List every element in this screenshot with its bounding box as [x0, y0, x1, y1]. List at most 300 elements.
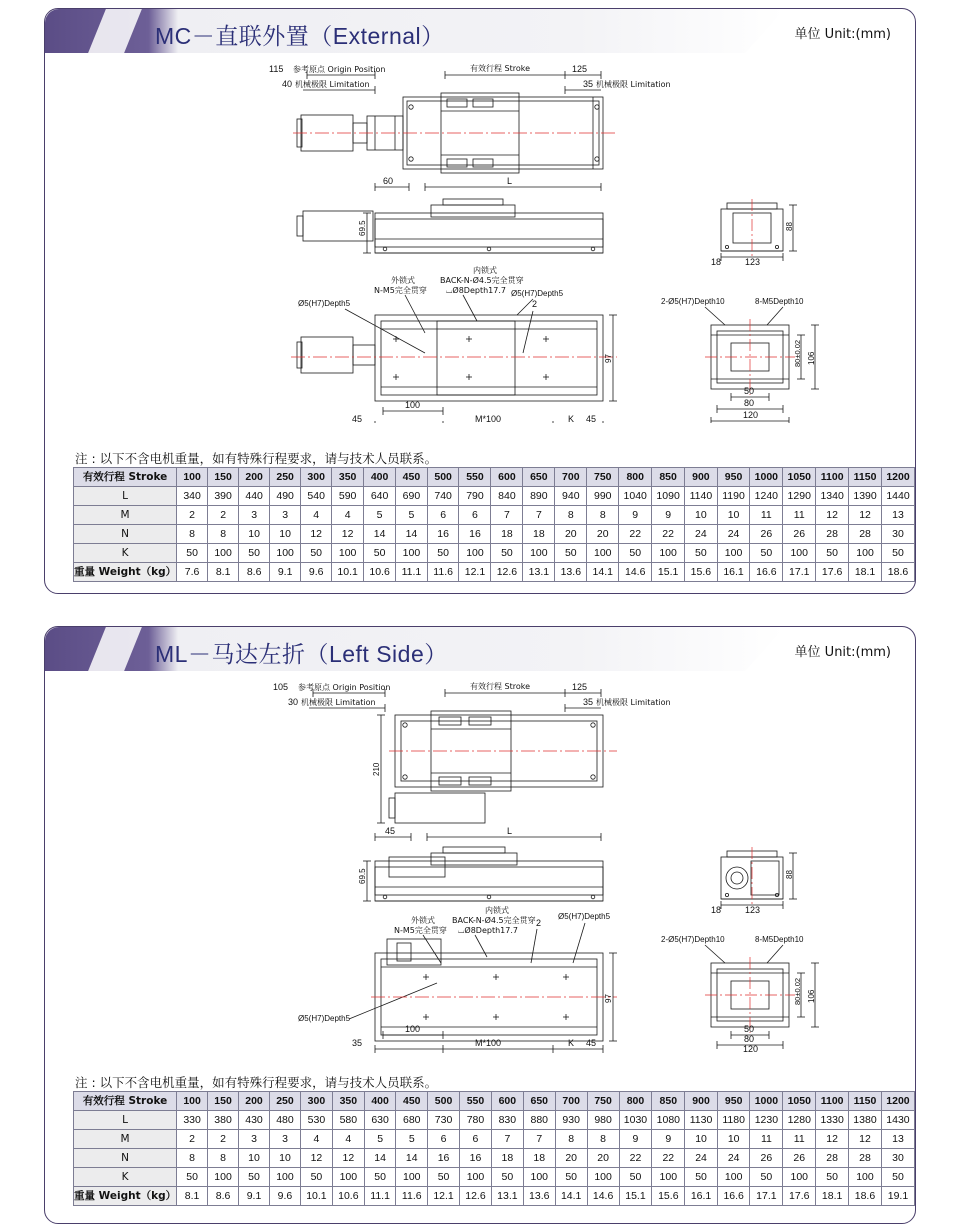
table-cell: 100 — [717, 1168, 750, 1187]
table-cell: 11.1 — [364, 1187, 396, 1206]
table-cell: 750 — [587, 468, 619, 487]
table-cell: 4 — [300, 1130, 332, 1149]
table-cell: 1190 — [717, 487, 750, 506]
table-row-label: M — [74, 1130, 177, 1149]
table-cell: 650 — [523, 1092, 555, 1111]
table-cell: 900 — [685, 1092, 718, 1111]
table-row — [74, 1149, 915, 1168]
table-cell: 7 — [491, 1130, 523, 1149]
table-cell: 950 — [717, 1092, 750, 1111]
table-cell: 1430 — [881, 1111, 914, 1130]
table-cell: 11.6 — [427, 563, 459, 582]
table-cell: 22 — [652, 525, 685, 544]
table-cell: 150 — [208, 1092, 239, 1111]
table-cell: 500 — [428, 1092, 460, 1111]
svg-text:50: 50 — [744, 386, 755, 396]
table-cell: 1140 — [685, 487, 718, 506]
table-cell: 2 — [177, 1130, 208, 1149]
svg-text:Ø5(H7)Depth5: Ø5(H7)Depth5 — [511, 289, 564, 298]
table-cell: 100 — [460, 1168, 492, 1187]
svg-text:L: L — [507, 176, 513, 186]
table-cell: 13.1 — [491, 1187, 523, 1206]
table-cell: 430 — [239, 1111, 270, 1130]
table-cell: 1380 — [849, 1111, 882, 1130]
svg-text:18: 18 — [711, 905, 722, 915]
table-cell: 400 — [364, 468, 396, 487]
svg-text:50: 50 — [744, 1024, 755, 1034]
spec-table-mc — [73, 467, 915, 582]
table-cell: 6 — [459, 506, 491, 525]
table-cell: 50 — [239, 544, 270, 563]
table-cell: 12 — [849, 1130, 882, 1149]
table-cell: 8 — [587, 506, 619, 525]
table-cell: 50 — [428, 1168, 460, 1187]
table-cell: 3 — [270, 1130, 301, 1149]
svg-text:35: 35 — [583, 697, 594, 707]
svg-text:45: 45 — [385, 826, 396, 836]
svg-text:80: 80 — [744, 1034, 755, 1044]
table-cell: 50 — [177, 1168, 208, 1187]
table-cell: 16 — [428, 1149, 460, 1168]
table-cell: 100 — [849, 544, 882, 563]
table-cell: 10 — [717, 506, 750, 525]
table-cell: 22 — [652, 1149, 685, 1168]
table-cell: 10 — [717, 1130, 750, 1149]
table-cell: 50 — [750, 544, 783, 563]
svg-text:M*100: M*100 — [475, 1038, 502, 1048]
table-cell: 50 — [816, 1168, 849, 1187]
table-cell: 450 — [396, 468, 428, 487]
section-title: ML－马达左折（Left Side） — [155, 641, 448, 667]
table-cell: 7 — [491, 506, 523, 525]
table-cell: 24 — [717, 1149, 750, 1168]
table-cell: 15.1 — [652, 563, 685, 582]
table-row-label: M — [74, 506, 177, 525]
table-cell: 980 — [587, 1111, 619, 1130]
table-cell: 18 — [523, 1149, 555, 1168]
table-cell: 540 — [301, 487, 332, 506]
table-cell: 900 — [685, 468, 718, 487]
svg-text:K: K — [568, 1038, 575, 1048]
svg-text:88: 88 — [785, 222, 794, 231]
table-row — [74, 487, 915, 506]
table-row — [74, 544, 915, 563]
table-cell: 3 — [239, 1130, 270, 1149]
svg-text:120: 120 — [743, 1044, 759, 1053]
svg-text:115: 115 — [269, 64, 284, 74]
table-cell: 50 — [816, 544, 849, 563]
table-cell: 5 — [364, 1130, 396, 1149]
table-cell: 1030 — [619, 1111, 652, 1130]
table-cell: 100 — [332, 1168, 364, 1187]
table-cell: 10 — [685, 1130, 718, 1149]
table-cell: 100 — [270, 544, 301, 563]
svg-text:30: 30 — [288, 697, 299, 707]
table-row — [74, 1111, 915, 1130]
unit-label: 单位 Unit:(mm) — [794, 645, 891, 660]
table-cell: 50 — [619, 1168, 652, 1187]
table-cell: 8 — [587, 1130, 619, 1149]
table-cell: 19.1 — [881, 1187, 914, 1206]
table-cell: 20 — [555, 525, 587, 544]
table-cell: 8.1 — [177, 1187, 208, 1206]
table-cell: 950 — [717, 468, 750, 487]
table-cell: 750 — [587, 1092, 619, 1111]
svg-text:L: L — [507, 826, 513, 836]
table-cell: 9.6 — [270, 1187, 301, 1206]
table-cell: 200 — [239, 1092, 270, 1111]
table-cell: 700 — [555, 1092, 587, 1111]
svg-text:105: 105 — [273, 682, 289, 692]
table-cell: 16 — [459, 525, 491, 544]
table-cell: 26 — [750, 525, 783, 544]
svg-text:88: 88 — [785, 870, 794, 879]
table-row-label: 有效行程 Stroke — [74, 1092, 177, 1111]
svg-text:35: 35 — [352, 1038, 363, 1048]
table-cell: 1440 — [882, 487, 915, 506]
table-row-label: 重量 Weight（kg） — [74, 563, 177, 582]
table-cell: 50 — [491, 544, 523, 563]
table-cell: 15.6 — [685, 563, 718, 582]
table-cell: 640 — [364, 487, 396, 506]
table-cell: 20 — [587, 1149, 619, 1168]
table-cell: 16.6 — [717, 1187, 750, 1206]
table-cell: 17.1 — [783, 563, 816, 582]
table-cell: 18.6 — [849, 1187, 882, 1206]
table-cell: 100 — [208, 1168, 239, 1187]
table-cell: 1390 — [849, 487, 882, 506]
table-cell: 1200 — [881, 1092, 914, 1111]
table-cell: 580 — [332, 1111, 364, 1130]
table-cell: 50 — [881, 1168, 914, 1187]
table-cell: 5 — [396, 1130, 428, 1149]
table-cell: 14.6 — [587, 1187, 619, 1206]
table-cell: 12 — [332, 1149, 364, 1168]
table-cell: 800 — [619, 468, 652, 487]
table-cell: 8 — [555, 1130, 587, 1149]
table-cell: 50 — [555, 1168, 587, 1187]
table-cell: 3 — [239, 506, 270, 525]
table-cell: 14 — [396, 525, 428, 544]
svg-text:80±0.02: 80±0.02 — [793, 977, 802, 1005]
table-cell: 1240 — [750, 487, 783, 506]
table-cell: 2 — [208, 506, 239, 525]
section-header-ml — [45, 627, 915, 671]
svg-text:123: 123 — [745, 257, 761, 267]
table-cell: 9.1 — [239, 1187, 270, 1206]
table-cell: 990 — [587, 487, 619, 506]
table-row — [74, 563, 915, 582]
svg-text:2: 2 — [536, 918, 542, 928]
table-cell: 17.6 — [783, 1187, 816, 1206]
table-cell: 100 — [270, 1168, 301, 1187]
table-cell: 100 — [177, 1092, 208, 1111]
table-cell: 50 — [364, 1168, 396, 1187]
table-cell: 340 — [177, 487, 208, 506]
table-cell: 8 — [177, 1149, 208, 1168]
table-cell: 1000 — [750, 468, 783, 487]
table-cell: 350 — [332, 468, 364, 487]
table-cell: 50 — [239, 1168, 270, 1187]
table-cell: 250 — [270, 1092, 301, 1111]
table-cell: 100 — [717, 544, 750, 563]
table-cell: 12 — [300, 1149, 332, 1168]
section-title: MC－直联外置（External） — [155, 23, 445, 49]
table-cell: 6 — [428, 1130, 460, 1149]
svg-text:60: 60 — [383, 176, 394, 186]
table-cell: 12 — [849, 506, 882, 525]
svg-text:M*100: M*100 — [475, 414, 502, 423]
svg-text:80±0.02: 80±0.02 — [793, 339, 802, 367]
table-cell: 10 — [239, 1149, 270, 1168]
table-cell: 18.1 — [816, 1187, 849, 1206]
svg-text:参考原点 Origin Position: 参考原点 Origin Position — [298, 683, 391, 692]
svg-text:80: 80 — [744, 398, 755, 408]
svg-text:100: 100 — [405, 400, 421, 410]
table-row-label: N — [74, 1149, 177, 1168]
svg-text:Ø5(H7)Depth5: Ø5(H7)Depth5 — [558, 912, 611, 921]
table-cell: 13 — [881, 1130, 914, 1149]
table-cell: 18 — [491, 525, 523, 544]
table-cell: 18.6 — [882, 563, 915, 582]
table-cell: 14.1 — [587, 563, 619, 582]
table-cell: 28 — [849, 525, 882, 544]
table-cell: 14 — [364, 1149, 396, 1168]
table-cell: 300 — [300, 1092, 332, 1111]
table-cell: 50 — [619, 544, 652, 563]
table-cell: 5 — [396, 506, 428, 525]
table-cell: 30 — [881, 1149, 914, 1168]
table-cell: 100 — [783, 1168, 816, 1187]
table-cell: 690 — [396, 487, 428, 506]
spec-table-body — [74, 1092, 915, 1206]
table-cell: 24 — [717, 525, 750, 544]
table-row — [74, 1187, 915, 1206]
table-cell: 100 — [587, 1168, 619, 1187]
table-cell: 650 — [523, 468, 555, 487]
table-cell: 100 — [587, 544, 619, 563]
table-cell: 8 — [177, 525, 208, 544]
table-row-label: L — [74, 1111, 177, 1130]
section-header-mc — [45, 9, 915, 53]
table-cell: 22 — [619, 1149, 652, 1168]
table-row — [74, 1130, 915, 1149]
table-cell: 12.1 — [459, 563, 491, 582]
table-cell: 3 — [270, 506, 301, 525]
svg-text:45: 45 — [586, 1038, 597, 1048]
table-cell: 16.1 — [717, 563, 750, 582]
table-cell: 100 — [783, 544, 816, 563]
table-cell: 850 — [652, 1092, 685, 1111]
unit-label: 单位 Unit:(mm) — [794, 27, 891, 42]
table-cell: 9.1 — [270, 563, 301, 582]
table-cell: 740 — [427, 487, 459, 506]
table-cell: 13.1 — [523, 563, 555, 582]
table-cell: 8 — [208, 525, 239, 544]
table-cell: 50 — [301, 544, 332, 563]
svg-text:内锁式: 内锁式 — [473, 266, 497, 275]
table-cell: 380 — [208, 1111, 239, 1130]
table-cell: 10 — [239, 525, 270, 544]
svg-text:BACK-N-Ø4.5完全贯穿: BACK-N-Ø4.5完全贯穿 — [440, 276, 524, 285]
table-cell: 11.6 — [396, 1187, 428, 1206]
table-cell: 14 — [364, 525, 396, 544]
svg-text:机械极限 Limitation: 机械极限 Limitation — [596, 80, 671, 89]
table-cell: 10 — [685, 506, 718, 525]
table-cell: 18.1 — [849, 563, 882, 582]
table-cell: 1050 — [783, 1092, 816, 1111]
table-row-label: 有效行程 Stroke — [74, 468, 177, 487]
svg-text:Ø5(H7)Depth5: Ø5(H7)Depth5 — [298, 299, 351, 308]
table-cell: 50 — [555, 544, 587, 563]
table-cell: 890 — [523, 487, 555, 506]
svg-text:K: K — [568, 414, 575, 423]
table-row — [74, 525, 915, 544]
table-cell: 1130 — [685, 1111, 718, 1130]
table-cell: 4 — [332, 1130, 364, 1149]
table-cell: 4 — [301, 506, 332, 525]
table-cell: 26 — [783, 1149, 816, 1168]
svg-text:N-M5完全贯穿: N-M5完全贯穿 — [374, 286, 427, 295]
table-cell: 18 — [523, 525, 555, 544]
table-cell: 50 — [685, 1168, 718, 1187]
table-cell: 11 — [750, 506, 783, 525]
svg-text:有效行程 Stroke: 有效行程 Stroke — [470, 64, 531, 73]
svg-text:2-Ø5(H7)Depth10: 2-Ø5(H7)Depth10 — [661, 297, 725, 306]
table-cell: 1180 — [717, 1111, 750, 1130]
table-cell: 6 — [460, 1130, 492, 1149]
svg-text:2-Ø5(H7)Depth10: 2-Ø5(H7)Depth10 — [661, 935, 725, 944]
table-cell: 550 — [460, 1092, 492, 1111]
table-cell: 550 — [459, 468, 491, 487]
table-cell: 12.6 — [491, 563, 523, 582]
table-cell: 20 — [587, 525, 619, 544]
table-cell: 11 — [750, 1130, 783, 1149]
table-row — [74, 1092, 915, 1111]
table-cell: 250 — [270, 468, 301, 487]
table-cell: 50 — [491, 1168, 523, 1187]
table-cell: 100 — [459, 544, 491, 563]
table-cell: 8 — [208, 1149, 239, 1168]
table-cell: 10 — [270, 1149, 301, 1168]
table-cell: 700 — [555, 468, 587, 487]
svg-text:123: 123 — [745, 905, 761, 915]
svg-text:内锁式: 内锁式 — [485, 906, 509, 915]
table-cell: 12 — [816, 506, 849, 525]
table-cell: 100 — [523, 1168, 555, 1187]
table-row — [74, 468, 915, 487]
section-note: 注 : 以下不含电机重量，如有特殊行程要求，请与技术人员联系。 — [75, 1075, 438, 1090]
table-row-label: 重量 Weight（kg） — [74, 1187, 177, 1206]
table-cell: 2 — [177, 506, 208, 525]
table-cell: 4 — [332, 506, 364, 525]
table-cell: 630 — [364, 1111, 396, 1130]
table-cell: 600 — [491, 468, 523, 487]
table-cell: 12 — [301, 525, 332, 544]
table-cell: 50 — [882, 544, 915, 563]
table-cell: 440 — [239, 487, 270, 506]
table-cell: 1040 — [619, 487, 652, 506]
table-cell: 8.1 — [208, 563, 239, 582]
table-cell: 16 — [427, 525, 459, 544]
table-cell: 1150 — [849, 1092, 882, 1111]
svg-text:45: 45 — [586, 414, 597, 423]
table-cell: 680 — [396, 1111, 428, 1130]
table-cell: 28 — [849, 1149, 882, 1168]
spec-table-ml — [73, 1091, 915, 1206]
svg-text:106: 106 — [807, 989, 816, 1003]
table-cell: 6 — [427, 506, 459, 525]
table-cell: 28 — [816, 525, 849, 544]
table-cell: 400 — [364, 1092, 396, 1111]
table-cell: 15.6 — [652, 1187, 685, 1206]
svg-text:2: 2 — [532, 299, 538, 309]
table-cell: 100 — [332, 544, 364, 563]
svg-text:外锁式: 外锁式 — [411, 916, 435, 925]
svg-text:125: 125 — [572, 64, 588, 74]
table-row — [74, 1168, 915, 1187]
table-cell: 18 — [491, 1149, 523, 1168]
svg-text:⌴Ø8Depth17.7: ⌴Ø8Depth17.7 — [446, 286, 506, 295]
section-panel-mc — [44, 8, 916, 594]
table-cell: 490 — [270, 487, 301, 506]
table-cell: 26 — [783, 525, 816, 544]
table-cell: 330 — [177, 1111, 208, 1130]
drawing-area-ml — [45, 671, 915, 1053]
table-cell: 150 — [208, 468, 239, 487]
table-cell: 840 — [491, 487, 523, 506]
table-cell: 15.1 — [619, 1187, 652, 1206]
table-cell: 14.6 — [619, 563, 652, 582]
table-cell: 8.6 — [208, 1187, 239, 1206]
table-cell: 850 — [652, 468, 685, 487]
table-row-label: K — [74, 1168, 177, 1187]
section-panel-ml — [44, 626, 916, 1224]
table-cell: 24 — [685, 525, 718, 544]
table-cell: 100 — [652, 544, 685, 563]
table-cell: 17.6 — [816, 563, 849, 582]
svg-text:机械极限 Limitation: 机械极限 Limitation — [596, 698, 671, 707]
table-cell: 12 — [332, 525, 364, 544]
spec-table-body — [74, 468, 915, 582]
table-cell: 50 — [427, 544, 459, 563]
table-cell: 5 — [364, 506, 396, 525]
svg-text:⌴Ø8Depth17.7: ⌴Ø8Depth17.7 — [458, 926, 518, 935]
drawing-area-mc — [45, 53, 915, 423]
table-cell: 780 — [460, 1111, 492, 1130]
table-cell: 14 — [396, 1149, 428, 1168]
table-cell: 600 — [491, 1092, 523, 1111]
table-cell: 800 — [619, 1092, 652, 1111]
table-cell: 28 — [816, 1149, 849, 1168]
table-cell: 1100 — [816, 468, 849, 487]
table-cell: 9 — [652, 506, 685, 525]
table-cell: 13.6 — [523, 1187, 555, 1206]
table-cell: 50 — [364, 544, 396, 563]
table-cell: 1150 — [849, 468, 882, 487]
svg-text:106: 106 — [807, 351, 816, 365]
table-cell: 50 — [685, 544, 718, 563]
svg-text:97: 97 — [604, 994, 613, 1003]
table-cell: 880 — [523, 1111, 555, 1130]
svg-text:35: 35 — [583, 79, 594, 89]
table-cell: 20 — [555, 1149, 587, 1168]
table-cell: 30 — [882, 525, 915, 544]
table-cell: 450 — [396, 1092, 428, 1111]
table-cell: 1100 — [816, 1092, 849, 1111]
table-cell: 940 — [555, 487, 587, 506]
table-cell: 100 — [652, 1168, 685, 1187]
